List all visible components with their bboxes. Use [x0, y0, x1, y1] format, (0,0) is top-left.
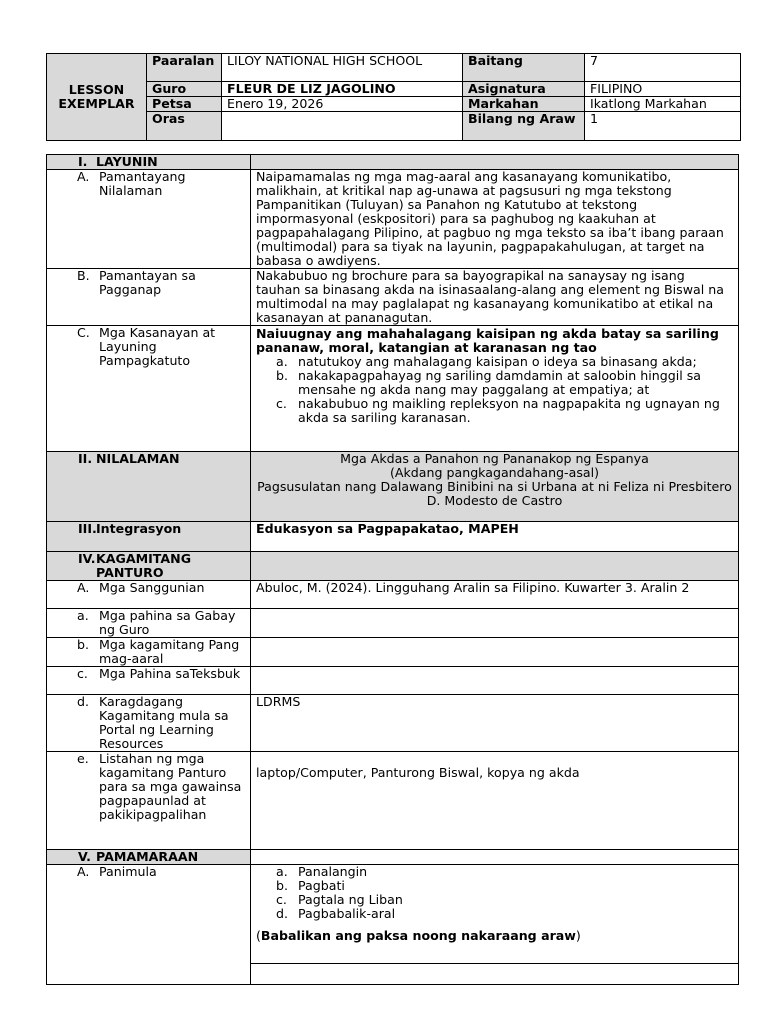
section-heading-kagamitan: IV.KAGAMITANG PANTURO [47, 552, 251, 581]
header-label-petsa: Petsa [147, 97, 222, 112]
header-label-baitang: Baitang [463, 54, 585, 82]
section-heading-nilalaman: II. NILALAMAN [47, 452, 251, 522]
listahan-kagamitan-value: laptop/Computer, Panturong Biswal, kopya ng akda [251, 752, 739, 850]
kagamitang-mag-aaral-label: b. Mga kagamitang Pang mag-aaral [47, 638, 251, 667]
panimula-label: A. Panimula [47, 865, 251, 985]
section-heading-layunin: I. LAYUNIN [47, 155, 251, 170]
header-label-markahan: Markahan [463, 97, 585, 112]
layunin-a-label: A. Pamantayang Nilalaman [47, 170, 251, 269]
lesson-exemplar-title: LESSON EXEMPLAR [47, 54, 147, 141]
nilalaman-content: Mga Akdas a Panahon ng Pananakop ng Espanya (Akdang pangkagandahang-asal) Pagsusulatan nang Dalawang Binibini na si Urbana at ni Feliza ni Presbitero D. Modesto de Castro [251, 452, 739, 522]
panimula-item: a. Panalangin [276, 864, 368, 879]
kagamitang-mag-aaral-value [251, 638, 739, 667]
header-value-oras [222, 112, 463, 141]
panimula-content [251, 865, 739, 964]
gabay-guro-label: a. Mga pahina sa Gabay ng Guro [47, 609, 251, 638]
portal-lr-label: d. Karagdagang Kagamitang mula sa Portal ng Learning Resources [47, 695, 251, 752]
listahan-kagamitan-label: e. Listahan ng mga kagamitang Panturo para sa mga gawainsa pagpapaunlad at pakikipagpalihan [47, 752, 251, 850]
portal-lr-value: LDRMS [251, 695, 739, 752]
panimula-note: (Babalikan ang paksa noong nakaraang araw) [256, 928, 581, 943]
panimula-item: d. Pagbabalik-aral [276, 906, 396, 921]
header-value-baitang: 7 [585, 54, 741, 82]
header-value-bilang-ng-araw: 1 [585, 112, 741, 141]
header-label-guro: Guro [147, 82, 222, 97]
objective-item: b. nakakapagpahayag ng sariling damdamin at saloobin hinggil sa mensahe ng akda nang may paggalang at empatiya; at [276, 368, 701, 397]
teksbuk-value [251, 667, 739, 695]
panimula-item: c. Pagtala ng Liban [276, 892, 403, 907]
layunin-c-main-objective: Naiuugnay ang mahahalagang kaisipan ng akda batay sa sariling pananaw, moral, katangian at karanasan ng tao [256, 326, 719, 355]
header-value-markahan: Ikatlong Markahan [585, 97, 741, 112]
layunin-b-text: Nakabubuo ng brochure para sa bayograpikal na sanaysay ng isang tauhan sa binasang akda na isinasaalang-alang ang element ng Biswal na multimodal na may paglalapat ng kasanayang komunikatibo at etikal na kasanayan at pananagutan. [251, 269, 739, 326]
sanggunian-text: Abuloc, M. (2024). Lingguhang Aralin sa Filipino. Kuwarter 3. Aralin 2 [251, 581, 739, 609]
section-row-nilalaman [47, 452, 739, 522]
panimula-item: b. Pagbati [276, 878, 345, 893]
layunin-a-text: Naipamamalas ng mga mag-aaral ang kasanayang komunikatibo, malikhain, at kritikal nap ag-unawa at pagsusuri ng mga tekstong Pampanitikan (Tuluyan) sa Panahon ng Katutubo at tekstong impormasyonal (eskpositori) para sa paghubog ng kaakuhan at pagpapahalagang Pilipino, at pagbuo ng mga teksto sa iba’t ibang paraan (multimodal) para sa tiyak na layunin, pagpapakahulugan, at target na babasa o awdiyens. [251, 170, 739, 269]
objective-item: a. natutukoy ang mahalagang kaisipan o ideya sa binasang akda; [276, 354, 697, 369]
layunin-c-label: C. Mga Kasanayan at Layuning Pampagkatuto [47, 326, 251, 452]
layunin-c-content [251, 326, 739, 452]
header-label-oras: Oras [147, 112, 222, 141]
header-label-bilang-ng-araw: Bilang ng Araw [463, 112, 585, 141]
section-row-layunin [47, 155, 739, 170]
teksbuk-label: c. Mga Pahina saTeksbuk [47, 667, 251, 695]
section-row-kagamitan [47, 552, 739, 581]
header-value-guro: FLEUR DE LIZ JAGOLINO [222, 82, 463, 97]
header-label-paaralan: Paaralan [147, 54, 222, 82]
integrasyon-text: Edukasyon sa Pagpapakatao, MAPEH [251, 522, 739, 552]
section-row-integrasyon [47, 522, 739, 552]
sanggunian-label: A. Mga Sanggunian [47, 581, 251, 609]
header-value-petsa: Enero 19, 2026 [222, 97, 463, 112]
lesson-plan-table [46, 154, 739, 985]
objective-item: c. nakabubuo ng maikling repleksyon na nagpapakita ng ugnayan ng akda sa sariling karanasan. [276, 396, 720, 425]
header-label-asignatura: Asignatura [463, 82, 585, 97]
lesson-header-table [46, 53, 741, 141]
section-row-pamamaraan [47, 850, 739, 865]
gabay-guro-value [251, 609, 739, 638]
layunin-b-label: B. Pamantayan sa Pagganap [47, 269, 251, 326]
section-heading-pamamaraan: V. PAMAMARAAN [47, 850, 251, 865]
section-heading-integrasyon: III.Integrasyon [47, 522, 251, 552]
header-value-paaralan: LILOY NATIONAL HIGH SCHOOL [222, 54, 463, 82]
header-value-asignatura: FILIPINO [585, 82, 741, 97]
